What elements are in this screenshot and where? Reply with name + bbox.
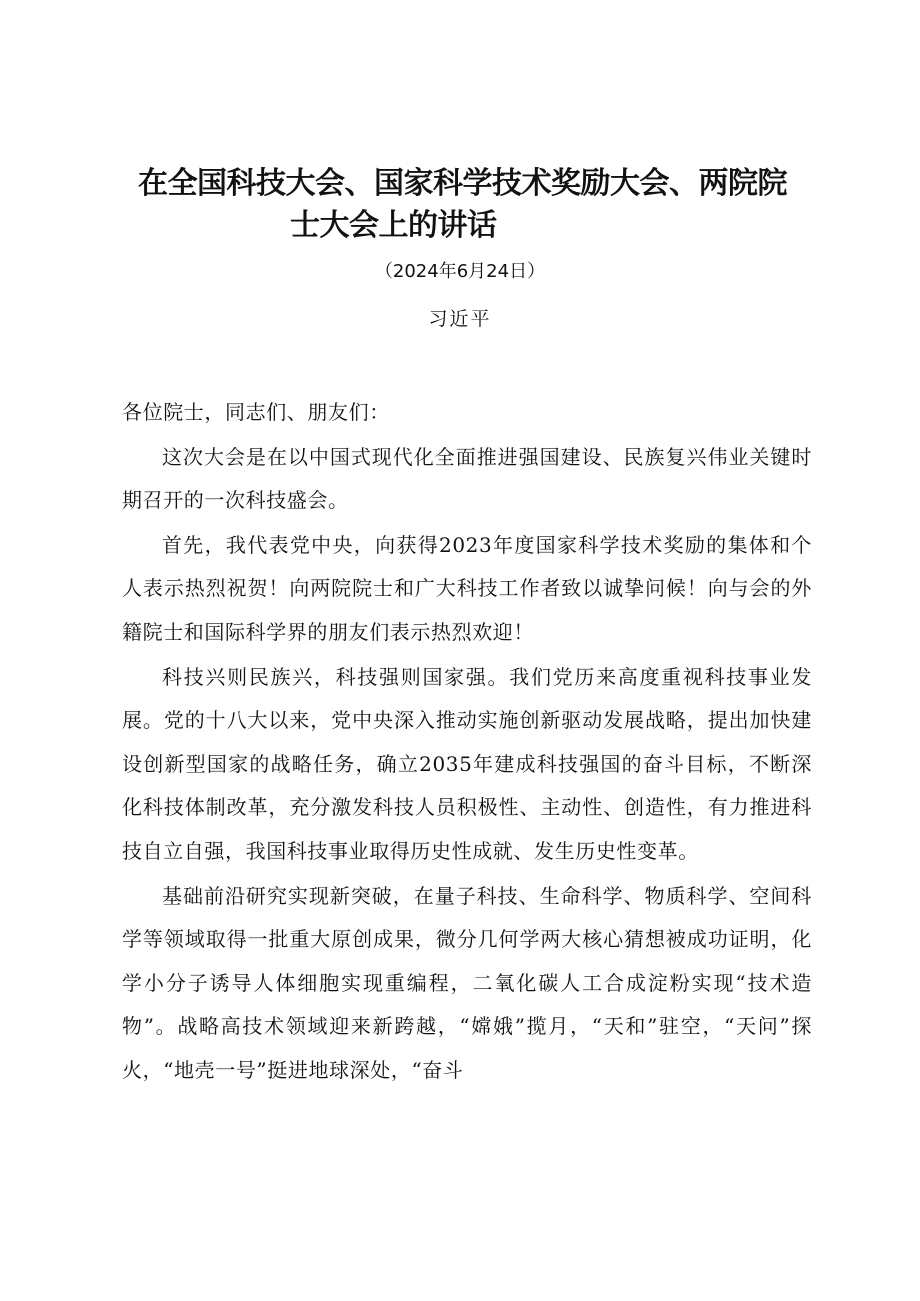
paragraph: 科技兴则民族兴，科技强则国家强。我们党历来高度重视科技事业发展。党的十八大以来，党中央深入推动实施创新驱动发展战略，提出加快建设创新型国家的战略任务，确立2035年建成科技强国的奋斗目标，不断深化科技体制改革，充分激发科技人员积极性、主动性、创造性，有力推进科技自立自强，我国科技事业取得历史性成就、发生历史性变革。 <box>122 664 812 863</box>
paragraph: 首先，我代表党中央，向获得2023年度国家科学技术奖励的集体和个人表示热烈祝贺！向两院院士和广大科技工作者致以诚挚问候！向与会的外籍院士和国际科学界的朋友们表示热烈欢迎！ <box>122 532 812 644</box>
speech-date: （2024年6月24日） <box>374 261 546 282</box>
salutation: 各位院士，同志们、朋友们： <box>122 400 390 424</box>
speech-title-line-1: 在全国科技大会、国家科学技术奖励大会、两院院 <box>138 166 787 201</box>
speech-title-line-2: 士大会上的讲话 <box>290 208 497 243</box>
paragraph: 基础前沿研究实现新突破，在量子科技、生命科学、物质科学、空间科学等领域取得一批重大原创成果，微分几何学两大核心猜想被成功证明，化学小分子诱导人体细胞实现重编程，二氧化碳人工合成淀粉实现“技术造物”。战略高技术领域迎来新跨越，“嫦娥”揽月，“天和”驻空，“天问”探火，“地壳一号”挺进地球深处，“奋斗 <box>122 883 812 1082</box>
speech-author: 习近平 <box>428 308 492 330</box>
speech-body <box>122 391 812 1093</box>
paragraph: 这次大会是在以中国式现代化全面推进强国建设、民族复兴伟业关键时期召开的一次科技盛会。 <box>122 444 812 513</box>
